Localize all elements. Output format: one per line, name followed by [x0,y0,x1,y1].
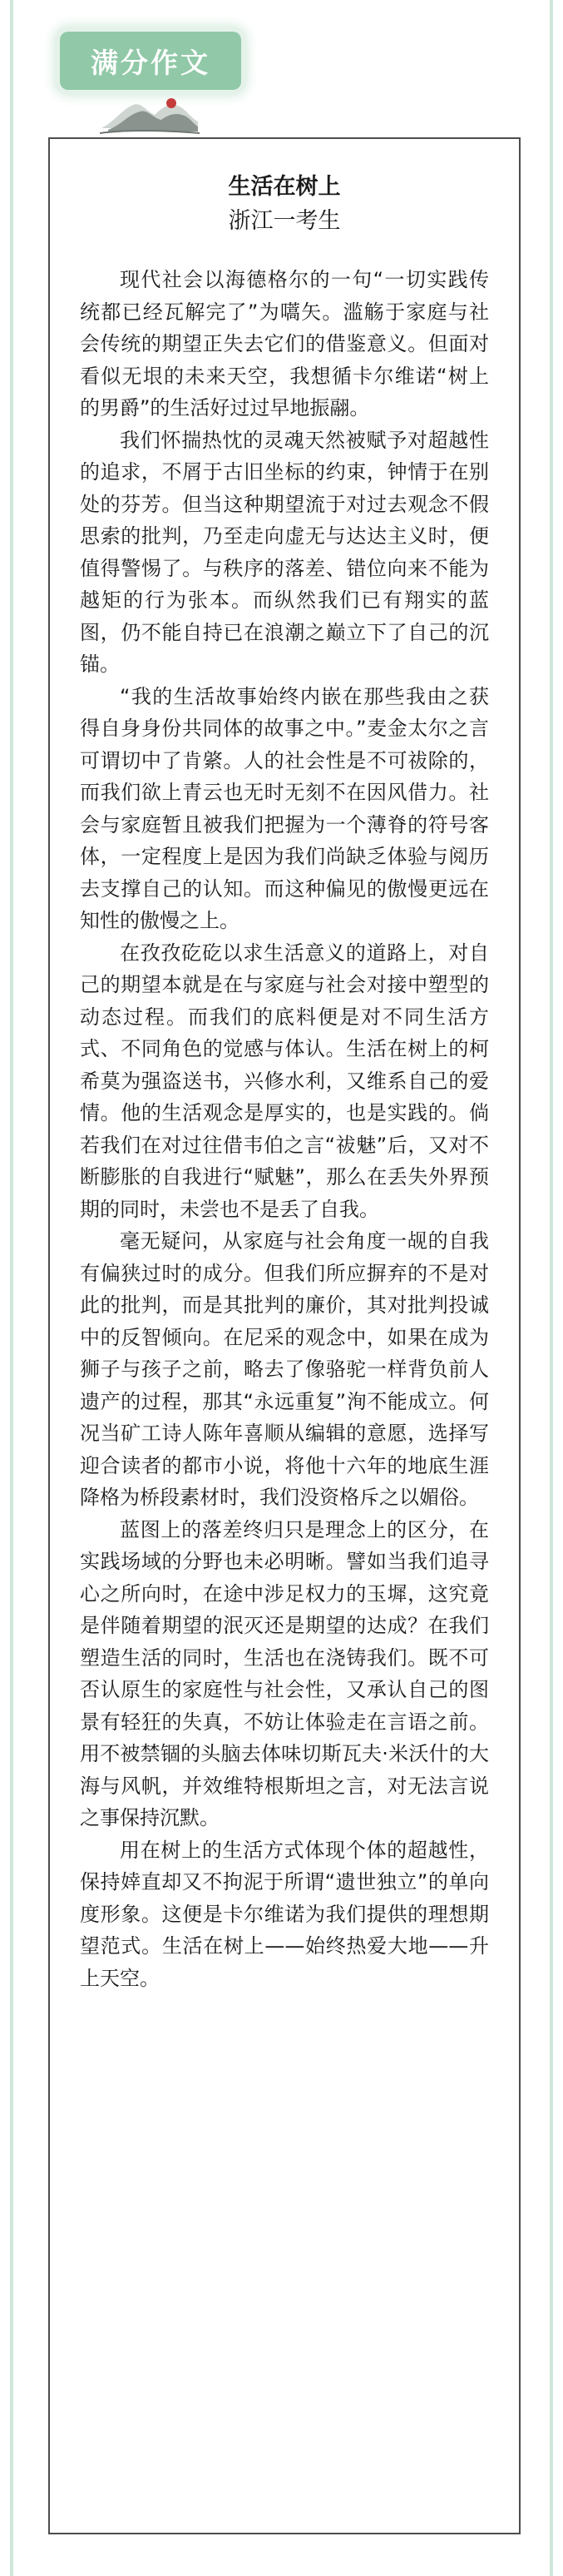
right-border-line [550,0,553,2576]
essay-paragraph-4: 在孜孜矻矻以求生活意义的道路上，对自己的期望本就是在与家庭与社会对接中塑型的动态过程。而我们的底料便是对不同生活方式、不同角色的觉感与体认。生活在树上的柯希莫为强盗送书，兴修水利，又维系自己的爱情。他的生活观念是厚实的，也是实践的。倘若我们在对过往借韦伯之言“祓魅”后，又对不断膨胀的自我进行“赋魅”，那么在丢失外界预期的同时，未尝也不是丢了自我。 [80,941,489,1221]
left-border-line [10,0,13,2576]
essay-body [80,264,489,1994]
essay-paragraph-7: 用在树上的生活方式体现个体的超越性，保持婞直却又不拘泥于所谓“遗世独立”的单向度形象。这便是卡尔维诺为我们提供的理想期望范式。生活在树上——始终热爱大地——升上天空。 [80,1838,489,1990]
mountain-decoration-icon [100,93,200,138]
essay-paragraph-3: “我的生活故事始终内嵌在那些我由之获得自身身份共同体的故事之中。”麦金太尔之言可谓切中了肯綮。人的社会性是不可祓除的，而我们欲上青云也无时无刻不在因风借力。社会与家庭暂且被我们把握为一个薄脊的符号客体，一定程度上是因为我们尚缺乏体验与阅历去支撑自己的认知。而这种偏见的傲慢更远在知性的傲慢之上。 [80,684,489,932]
essay-title: 生活在树上 [228,174,341,200]
essay-paragraph-1: 现代社会以海德格尔的一句“一切实践传统都已经瓦解完了”为嚆矢。滥觞于家庭与社会传统的期望正失去它们的借鉴意义。但面对看似无垠的未来天空，我想循卡尔维诺“树上的男爵”的生活好过过早地振翮。 [80,268,489,419]
essay-paragraph-5: 毫无疑问，从家庭与社会角度一觇的自我有偏狭过时的成分。但我们所应摒弃的不是对此的批判，而是其批判的廉价，其对批判投诚中的反智倾向。在尼采的观念中，如果在成为狮子与孩子之前，略去了像骆驼一样背负前人遗产的过程，那其“永远重复”洵不能成立。何况当矿工诗人陈年喜顺从编辑的意愿，选择写迎合读者的都市小说，将他十六年的地底生涯降格为桥段素材时，我们没资格斥之以媚俗。 [80,1229,489,1509]
essay-article [48,137,521,2534]
section-badge-label: 满分作文 [91,46,210,79]
essay-paragraph-6: 蓝图上的落差终归只是理念上的区分，在实践场域的分野也未必明晰。譬如当我们追寻心之所向时，在途中涉足权力的玉墀，这究竟是伴随着期望的泯灭还是期望的达成？在我们塑造生活的同时，生活也在浇铸我们。既不可否认原生的家庭性与社会性，又承认自己的图景有轻狂的失真，不妨让体验走在言语之前。用不被禁锢的头脑去体味切斯瓦夫·米沃什的大海与风帆，并效维特根斯坦之言，对无法言说之事保持沉默。 [80,1517,489,1829]
section-badge [60,32,241,90]
essay-author: 浙江一考生 [228,208,341,234]
essay-paragraph-2: 我们怀揣热忱的灵魂天然被赋予对超越性的追求，不屑于古旧坐标的约束，钟情于在别处的芬芳。但当这种期望流于对过去观念不假思索的批判，乃至走向虚无与达达主义时，便值得警惕了。与秩序的落差、错位向来不能为越矩的行为张本。而纵然我们已有翔实的蓝图，仍不能自持已在浪潮之巅立下了自己的沉锚。 [80,428,489,676]
